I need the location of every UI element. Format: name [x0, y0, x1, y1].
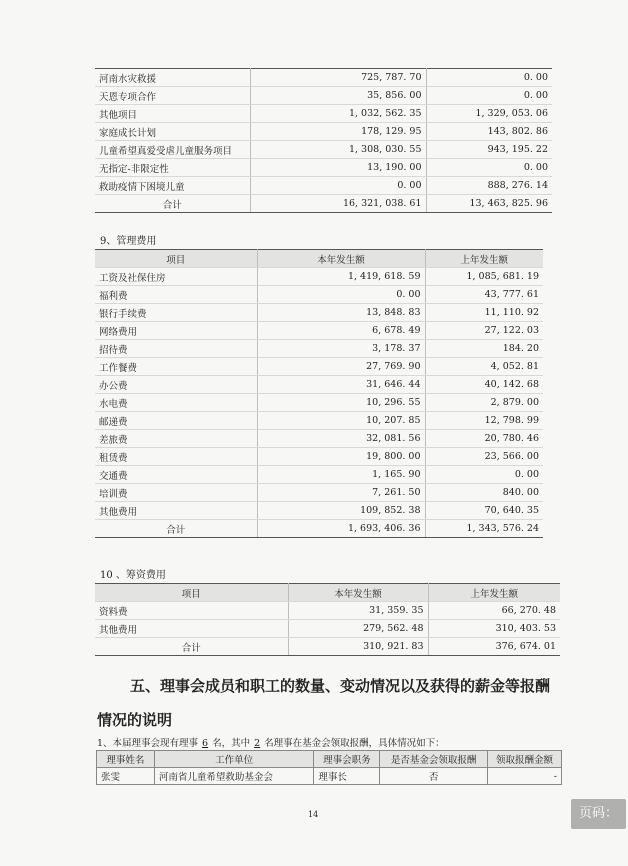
- table-row: [95, 268, 543, 286]
- table-row: [95, 286, 543, 304]
- header-amount: 领取报酬金额: [488, 751, 562, 768]
- table-cell: 1, 085, 681. 19: [425, 268, 543, 286]
- project-expense-table: [95, 68, 552, 213]
- total-cell: 合计: [95, 195, 250, 213]
- table-cell: 178, 129. 95: [250, 123, 426, 141]
- table-cell: 租赁费: [95, 448, 257, 466]
- intro-text-c: 名理事在基金会领取报酬，具体情况如下：: [264, 738, 445, 749]
- table-cell: 水电费: [95, 394, 257, 412]
- table-cell: 3, 178. 37: [257, 340, 425, 358]
- table-cell: 66, 270. 48: [428, 602, 560, 620]
- header-employer: 工作单位: [154, 751, 314, 768]
- table-cell: 工作餐费: [95, 358, 257, 376]
- council-intro: [97, 735, 445, 749]
- table-cell: 11, 110. 92: [425, 304, 543, 322]
- table-cell: 310, 403. 53: [428, 620, 560, 638]
- table-cell: 理事长: [314, 768, 380, 785]
- council-count: 6: [202, 738, 209, 749]
- table-cell: 40, 142. 68: [425, 376, 543, 394]
- table-cell: 10, 207. 85: [257, 412, 425, 430]
- table-body: [97, 768, 562, 785]
- table-cell: 12, 798. 99: [425, 412, 543, 430]
- table-row: [95, 123, 552, 141]
- table-row: [95, 448, 543, 466]
- table-cell: 0. 00: [426, 159, 552, 177]
- section-5-heading-cont: 情况的说明: [97, 711, 173, 729]
- intro-text-a: 1、本届理事会现有理事: [97, 738, 199, 749]
- management-expense-table: [95, 249, 543, 538]
- table-cell: 0. 00: [257, 286, 425, 304]
- table-row: [95, 304, 543, 322]
- table-header-row: [97, 751, 562, 768]
- table-cell: 2, 879. 00: [425, 394, 543, 412]
- table-row: [95, 376, 543, 394]
- table-cell: 10, 296. 55: [257, 394, 425, 412]
- table-cell: 70, 640. 35: [425, 502, 543, 520]
- header-item: 项目: [95, 250, 257, 268]
- total-cell: 1, 693, 406. 36: [257, 520, 425, 538]
- table-row: [95, 466, 543, 484]
- table-cell: 31, 359. 35: [288, 602, 428, 620]
- table-row: [95, 602, 560, 620]
- table-row: [95, 159, 552, 177]
- table-cell: 否: [380, 768, 488, 785]
- table-cell: 1, 032, 562. 35: [250, 105, 426, 123]
- table-row: [95, 484, 543, 502]
- header-name: 理事姓名: [97, 751, 155, 768]
- table-body: [95, 268, 543, 538]
- table-cell: 福利费: [95, 286, 257, 304]
- table-cell: 0. 00: [426, 69, 552, 87]
- table-cell: 1, 419, 618. 59: [257, 268, 425, 286]
- table-cell: 0. 00: [426, 87, 552, 105]
- table-body: [95, 69, 552, 213]
- table-row: [95, 394, 543, 412]
- table-cell: 43, 777. 61: [425, 286, 543, 304]
- table-row: [95, 177, 552, 195]
- table-cell: 0. 00: [250, 177, 426, 195]
- table-cell: 交通费: [95, 466, 257, 484]
- page-number: 14: [308, 810, 319, 819]
- table-cell: 办公费: [95, 376, 257, 394]
- table-row: [95, 105, 552, 123]
- table-cell: 840. 00: [425, 484, 543, 502]
- header-item: 项目: [95, 584, 288, 602]
- council-member-table: [96, 750, 562, 785]
- table-cell: 邮递费: [95, 412, 257, 430]
- table-cell: 184. 20: [425, 340, 543, 358]
- table-cell: 工资及社保住房: [95, 268, 257, 286]
- table-cell: 其他费用: [95, 620, 288, 638]
- table-cell: 差旅费: [95, 430, 257, 448]
- table-cell: 河南省儿童希望救助基金会: [154, 768, 314, 785]
- table-row: [97, 768, 562, 785]
- total-cell: 1, 343, 576. 24: [425, 520, 543, 538]
- section-5-heading: 五、理事会成员和职工的数量、变动情况以及获得的薪金等报酬: [130, 677, 551, 695]
- table-cell: 资料费: [95, 602, 288, 620]
- table-row: [95, 430, 543, 448]
- table-cell: 招待费: [95, 340, 257, 358]
- table-cell: 天恩专项合作: [95, 87, 250, 105]
- table-cell: 网络费用: [95, 322, 257, 340]
- table-cell: 0. 00: [425, 466, 543, 484]
- table-cell: 27, 122. 03: [425, 322, 543, 340]
- table-cell: 培训费: [95, 484, 257, 502]
- section-9-title: 9、管理费用: [100, 236, 157, 247]
- table-cell: 儿童希望真爱受虐儿童服务项目: [95, 141, 250, 159]
- table-cell: 河南水灾救援: [95, 69, 250, 87]
- header-position: 理事会职务: [314, 751, 380, 768]
- table-row: [95, 322, 543, 340]
- table-cell: 1, 329, 053. 06: [426, 105, 552, 123]
- header-current-year: 本年发生额: [288, 584, 428, 602]
- header-paid: 是否基金会领取报酬: [380, 751, 488, 768]
- table-cell: 31, 646. 44: [257, 376, 425, 394]
- table-cell: 35, 856. 00: [250, 87, 426, 105]
- table-cell: 救助疫情下困境儿童: [95, 177, 250, 195]
- section-10-title: 10 、筹资费用: [100, 570, 166, 581]
- table-cell: 张雯: [97, 768, 155, 785]
- total-cell: 合计: [95, 638, 288, 656]
- table-cell: 1, 308, 030. 55: [250, 141, 426, 159]
- total-cell: 16, 321, 038. 61: [250, 195, 426, 213]
- total-row: [95, 520, 543, 538]
- table-cell: 143, 802. 86: [426, 123, 552, 141]
- table-cell: 家庭成长计划: [95, 123, 250, 141]
- table-cell: 725, 787. 70: [250, 69, 426, 87]
- table-cell: 279, 562. 48: [288, 620, 428, 638]
- table-row: [95, 412, 543, 430]
- table-row: [95, 502, 543, 520]
- table-cell: 其他项目: [95, 105, 250, 123]
- table-cell: 无指定-非限定性: [95, 159, 250, 177]
- header-current-year: 本年发生额: [257, 250, 425, 268]
- intro-text-b: 名，其中: [212, 738, 251, 749]
- total-row: [95, 638, 560, 656]
- total-cell: 合计: [95, 520, 257, 538]
- table-cell: 23, 566. 00: [425, 448, 543, 466]
- table-cell: 19, 800. 00: [257, 448, 425, 466]
- table-cell: 4, 052. 81: [425, 358, 543, 376]
- total-cell: 310, 921. 83: [288, 638, 428, 656]
- page-badge[interactable]: 页码：: [571, 799, 626, 829]
- table-cell: 943, 195. 22: [426, 141, 552, 159]
- table-cell: 1, 165. 90: [257, 466, 425, 484]
- table-row: [95, 340, 543, 358]
- table-cell: 27, 769. 90: [257, 358, 425, 376]
- table-cell: 20, 780. 46: [425, 430, 543, 448]
- table-cell: 其他费用: [95, 502, 257, 520]
- table-cell: 13, 190. 00: [250, 159, 426, 177]
- table-row: [95, 620, 560, 638]
- total-cell: 13, 463, 825. 96: [426, 195, 552, 213]
- table-cell: 6, 678. 49: [257, 322, 425, 340]
- table-row: [95, 69, 552, 87]
- paid-count: 2: [254, 738, 261, 749]
- table-cell: 13, 848. 83: [257, 304, 425, 322]
- table-cell: 109, 852. 38: [257, 502, 425, 520]
- header-prior-year: 上年发生额: [428, 584, 560, 602]
- table-header-row: [95, 250, 543, 268]
- table-row: [95, 141, 552, 159]
- table-cell: 888, 276. 14: [426, 177, 552, 195]
- total-cell: 376, 674. 01: [428, 638, 560, 656]
- table-row: [95, 87, 552, 105]
- header-prior-year: 上年发生额: [425, 250, 543, 268]
- table-body: [95, 602, 560, 656]
- table-header-row: [95, 584, 560, 602]
- total-row: [95, 195, 552, 213]
- table-row: [95, 358, 543, 376]
- table-cell: -: [488, 768, 562, 785]
- table-cell: 7, 261. 50: [257, 484, 425, 502]
- fundraising-expense-table: [95, 583, 560, 656]
- table-cell: 银行手续费: [95, 304, 257, 322]
- table-cell: 32, 081. 56: [257, 430, 425, 448]
